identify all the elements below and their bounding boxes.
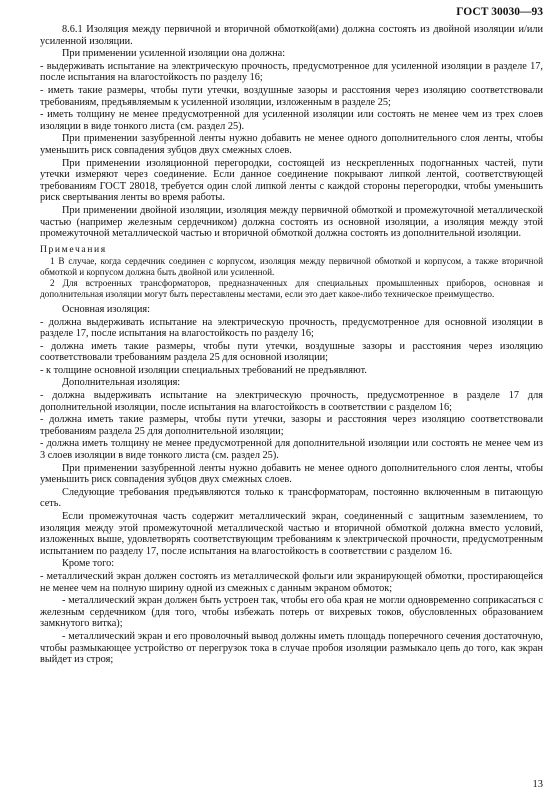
paragraph: При применении зазубренной ленты нужно добавить не менее одного дополнительного слоя ленты, чтобы уменьшить риск совпадения зубцов двух смежных слоев.: [40, 133, 543, 156]
paragraph: При применении двойной изоляции, изоляция между первичной обмоткой и промежуточной металлической частью (например железным сердечником) должна состоять из основной изоляции, а изоляция между этой промежуточной металлической частью и вторичной обмоткой должна состоять из дополнительной изоляции.: [40, 204, 543, 240]
list-item: - должна иметь такие размеры, чтобы пути утечки, воздушные зазоры и расстояния через изоляцию соответствовали требованиям раздела 25 для основной изоляции;: [40, 340, 543, 364]
paragraph: Основная изоляция:: [62, 303, 150, 315]
list-item: - должна иметь такие размеры, чтобы пути утечки, зазоры и расстояния через изоляцию соответствовали требованиям раздела 25 для дополнительной изоляции;: [40, 414, 543, 437]
list-item: - выдерживать испытание на электрическую прочность, предусмотренное для усиленной изоляции в разделе 17, после испытания на влагостойкость по разделу 16;: [40, 60, 543, 84]
note-item: 2 Для встроенных трансформаторов, предназначенных для специальных промышленных приборов, основная и дополнительная изоляции могут быть переставлены местами, если это дает какое-либо техническое преимущество.: [40, 278, 543, 299]
list-item: - металлический экран и его проволочный вывод должны иметь площадь поперечного сечения достаточную, чтобы размыкающее устройство от перегрузок тока в случае пробоя изоляции размыкало цепь до того, как экран выйдет из строя;: [40, 630, 543, 666]
paragraph: Дополнительная изоляция:: [62, 377, 181, 389]
paragraph: Если промежуточная часть содержит металлический экран, соединенный с защитным заземлением, то изоляция между этой промежуточной металлической частью и вторичной обмоткой должна вместо условий, изложенных выше, удовлетворять соответствующим требованиям к электрической прочности, предусмотренным испытанием по разделу 17, после испытания на влагостойкость в соответствии с разделом 16.: [40, 511, 543, 557]
document-body: [40, 24, 543, 666]
list-item: - должна выдерживать испытание на электрическую прочность, предусмотренное в разделе 17 для дополнительной изоляции, после испытания на влагостойкость в соответствии с разделом 16;: [40, 390, 543, 413]
list-item: - металлический экран должен состоять из металлической фольги или экранирующей обмотки, простирающейся не менее чем на полную ширину одной из смежных с данным экраном обмоток;: [40, 570, 543, 594]
list-item: - иметь такие размеры, чтобы пути утечки, воздушные зазоры и расстояния через изоляцию соответствовали требованиям, предъявляемым к усиленной изоляции, изложенным в разделе 25;: [40, 84, 543, 108]
list-item: - к толщине основной изоляции специальных требований не предъявляют.: [40, 364, 367, 376]
paragraph: При применении зазубренной ленты нужно добавить не менее одного дополнительного слоя ленты, чтобы уменьшить риск совпадения зубцов двух смежных слоев.: [40, 462, 543, 486]
note-item: 1 В случае, когда сердечник соединен с корпусом, изоляция между первичной обмоткой и корпусом, а также вторичной обмоткой и корпусом должна быть двойной или усиленной.: [40, 256, 543, 277]
paragraph: Кроме того:: [62, 558, 115, 570]
notes-heading: Примечания: [40, 243, 107, 255]
list-item: - должна выдерживать испытание на электрическую прочность, предусмотренное для основной изоляции в разделе 17, после испытания на влагостойкость по разделу 16;: [40, 316, 543, 340]
paragraph: 8.6.1 Изоляция между первичной и вторичной обмоткой(ами) должна состоять из двойной изоляции и/или усиленной изоляции.: [40, 24, 543, 47]
paragraph: При применении изоляционной перегородки, состоящей из нескрепленных подогнанных частей, пути утечки измеряют через соединение. Если данное соединение покрывают липкой лентой, соответствующей требованиям ГОСТ 28018, требуется один слой липкой ленты с каждой стороны перегородки, чтобы уменьшить риск свертывания ленты во время работы.: [40, 157, 543, 204]
page-number: 13: [532, 779, 543, 790]
paragraph: При применении усиленной изоляции она должна:: [62, 48, 286, 60]
paragraph: Следующие требования предъявляются только к трансформаторам, постоянно включенным в питающую сеть.: [40, 486, 543, 510]
document-code: ГОСТ 30030—93: [456, 6, 543, 18]
list-item: - металлический экран должен быть устроен так, чтобы его оба края не могли одновременно соприкасаться с железным сердечником (для того, чтобы избежать потерь от вихревых токов, обусловленных образованием замкнутого витка);: [40, 595, 543, 630]
list-item: - иметь толщину не менее предусмотренной для усиленной изоляции или состоять не менее чем из трех слоев изоляции в виде тонкого листа (см. раздел 25).: [40, 109, 543, 132]
list-item: - должна иметь толщину не менее предусмотренной для дополнительной изоляции или состоять не менее чем из 3 слоев изоляции в виде тонкого листа (см. раздел 25).: [40, 438, 543, 462]
